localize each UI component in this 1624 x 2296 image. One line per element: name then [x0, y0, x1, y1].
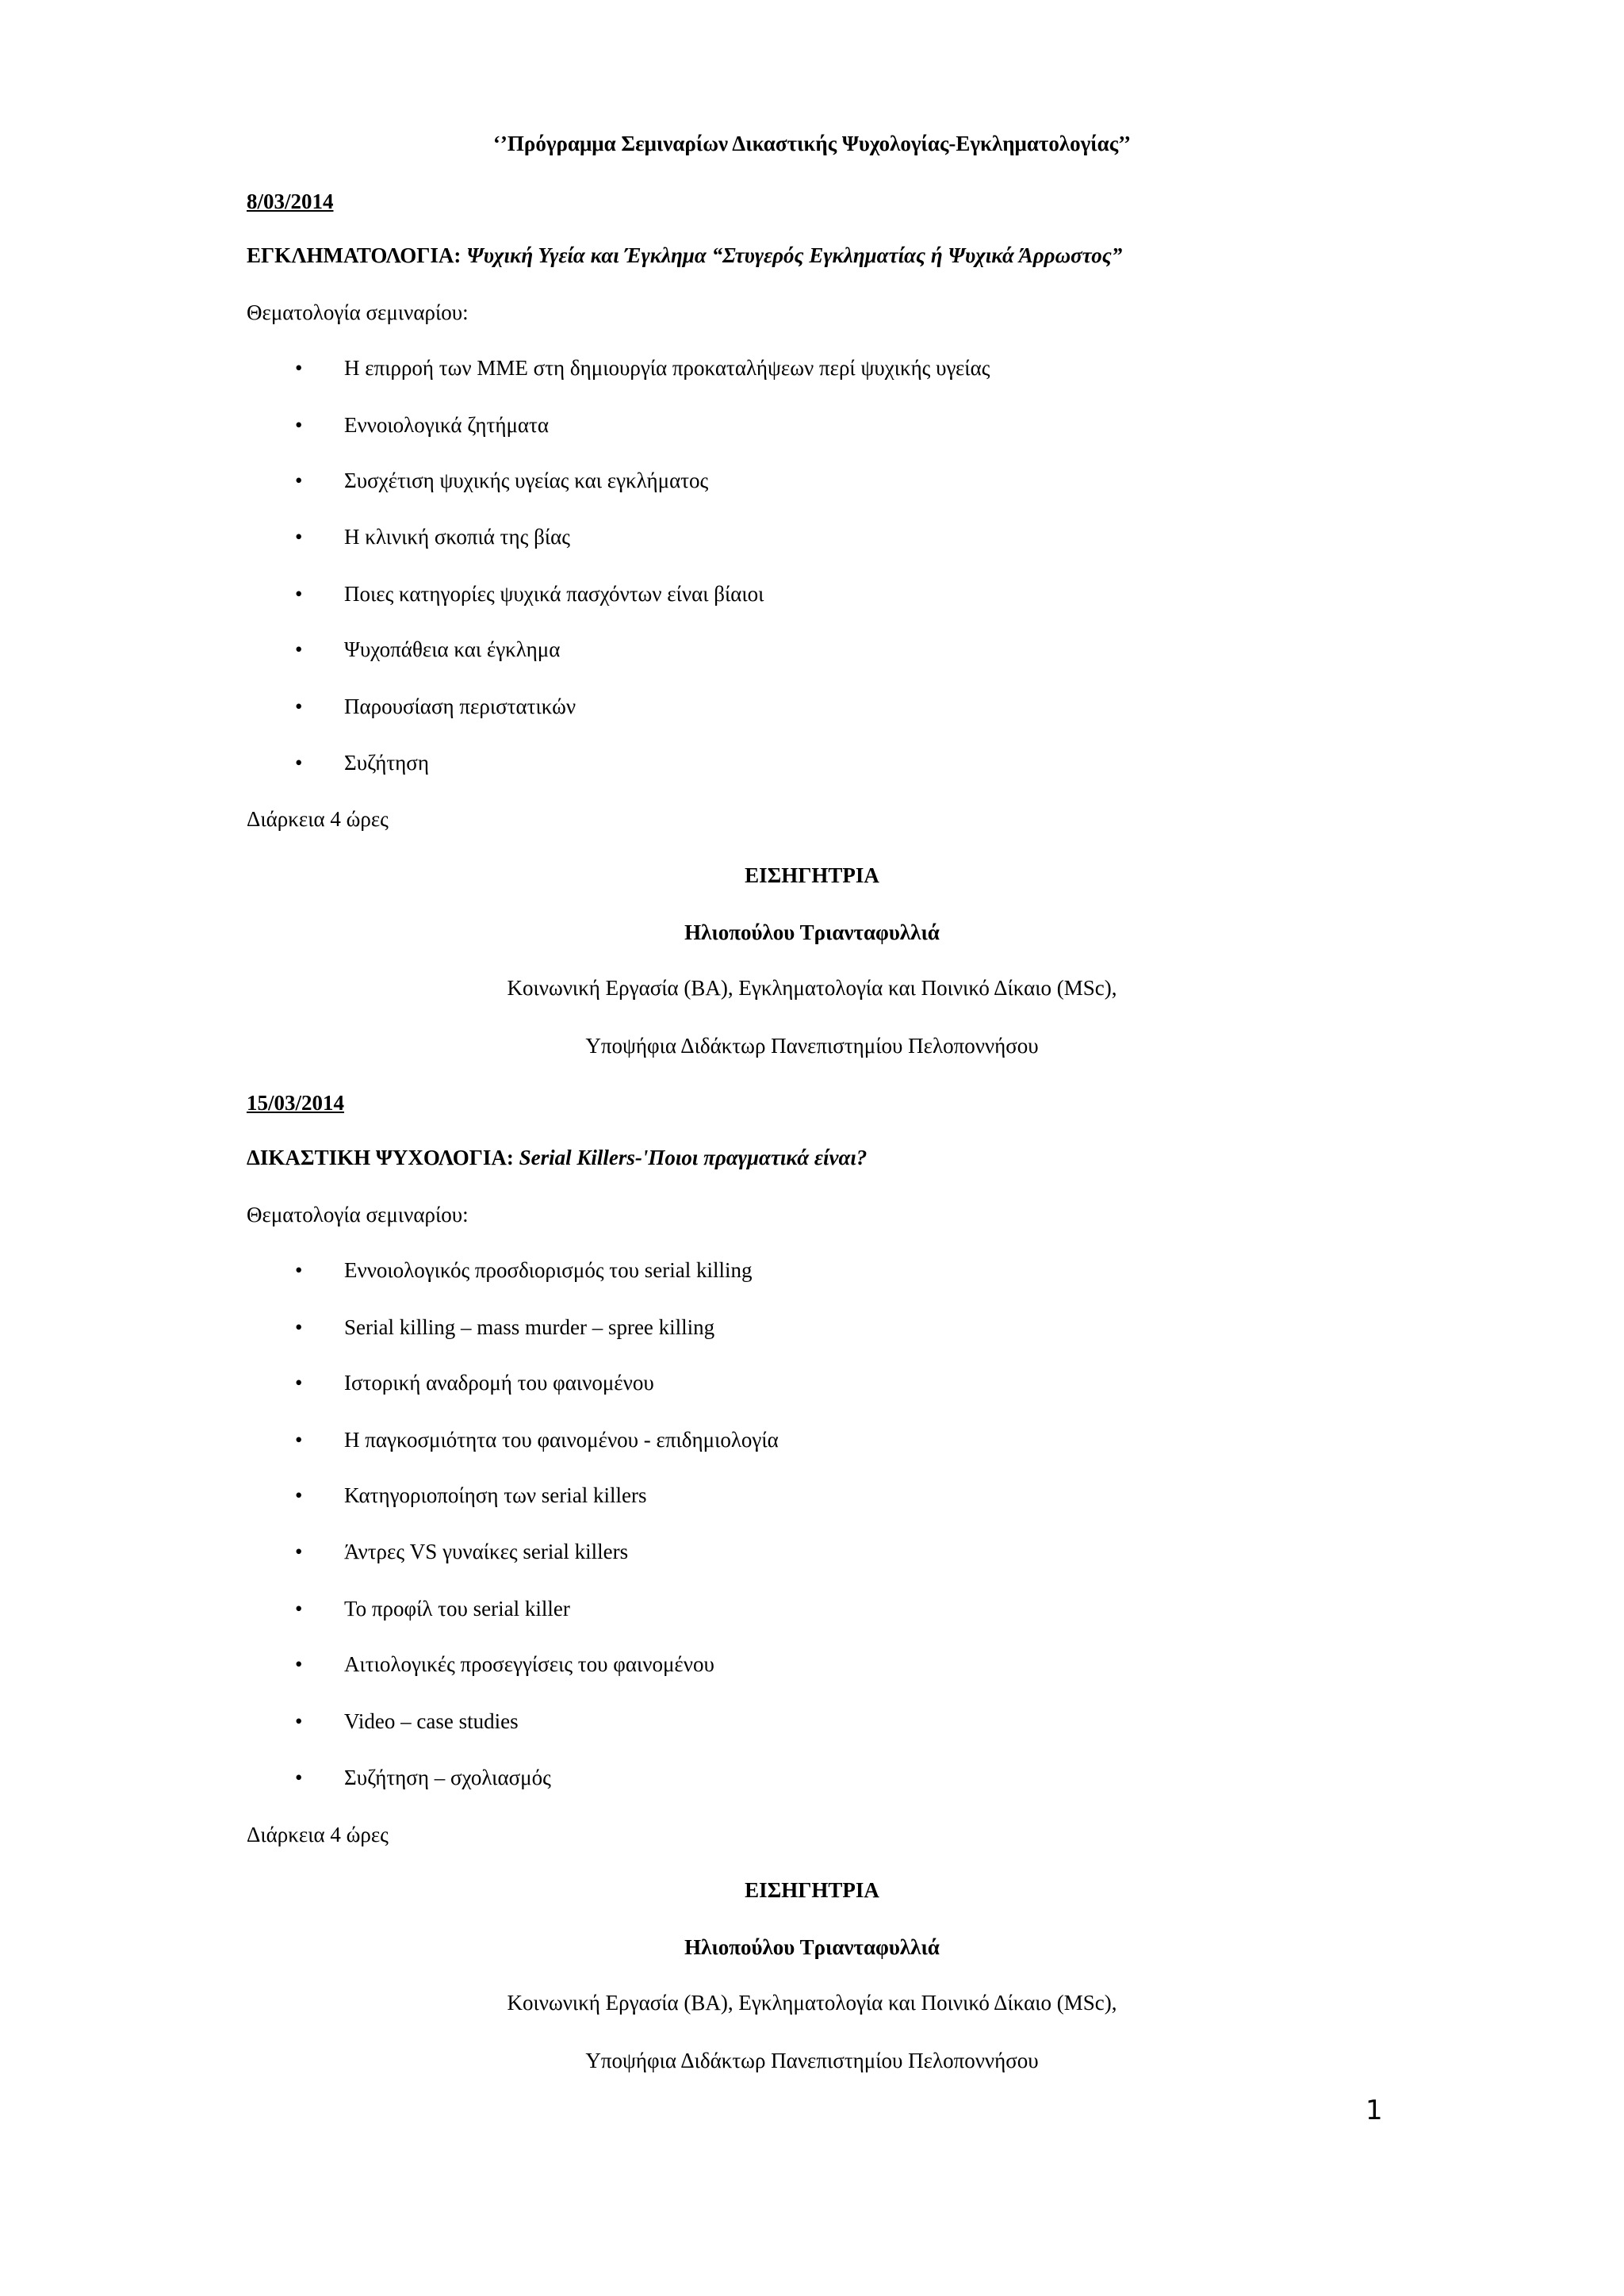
list-item: [0, 1427, 1624, 1452]
seminar-1-subject-title: Ψυχική Υγεία και Έγκλημα “Στυγερός Εγκληματίας ή Ψυχικά Άρρωστος”: [466, 243, 1123, 267]
document-title: ‘’Πρόγραμμα Σεμιναρίων Δικαστικής Ψυχολογίας-Εγκληματολογίας’’: [492, 132, 1132, 155]
list-item-text: Συζήτηση: [344, 751, 429, 775]
list-item-text: Παρουσίαση περιστατικών: [344, 695, 576, 718]
list-item-text: Η παγκοσμιότητα του φαινομένου - επιδημιολογία: [344, 1428, 779, 1452]
seminar-1-duration: Διάρκεια 4 ώρες: [247, 807, 389, 831]
list-item-text: Η κλινική σκοπιά της βίας: [344, 525, 570, 549]
seminar-2-duration: Διάρκεια 4 ώρες: [247, 1823, 389, 1846]
list-item: [0, 637, 1624, 662]
list-item: [0, 750, 1624, 775]
list-item: [0, 1483, 1624, 1508]
seminar-1-date: 8/03/2014: [247, 189, 334, 213]
seminar-1-speaker-affiliation: Υποψήφια Διδάκτωρ Πανεπιστημίου Πελοποννήσου: [585, 1034, 1039, 1058]
page-number: 1: [1365, 2095, 1383, 2126]
bullet-icon: •: [295, 1597, 303, 1621]
bullet-icon: •: [295, 1428, 303, 1452]
list-item: [0, 468, 1624, 493]
list-item: [0, 412, 1624, 438]
seminar-1-subject-prefix: ΕΓΚΛΗΜΑΤΟΛΟΓΙΑ:: [247, 243, 462, 267]
list-item-text: Ιστορική αναδρομή του φαινομένου: [344, 1371, 654, 1395]
seminar-1-speaker-role: ΕΙΣΗΓΗΤΡΙΑ: [745, 863, 879, 887]
bullet-icon: •: [295, 637, 303, 661]
seminar-2-speaker-credentials: Κοινωνική Εργασία (ΒΑ), Εγκληματολογία και Ποινικό Δίκαιο (MSc),: [507, 1991, 1117, 2015]
bullet-icon: •: [295, 469, 303, 492]
seminar-1-subject: [247, 243, 1122, 268]
list-item-text: Άντρες VS γυναίκες serial killers: [344, 1540, 629, 1563]
seminar-2-speaker-role: ΕΙΣΗΓΗΤΡΙΑ: [745, 1878, 879, 1902]
bullet-icon: •: [295, 356, 303, 380]
list-item: [0, 1651, 1624, 1677]
seminar-2-subject-prefix: ΔΙΚΑΣΤΙΚΗ ΨΥΧΟΛΟΓΙΑ:: [247, 1146, 514, 1169]
list-item: [0, 581, 1624, 607]
list-item-text: Το προφίλ του serial killer: [344, 1597, 570, 1621]
bullet-icon: •: [295, 1652, 303, 1676]
list-item: [0, 1539, 1624, 1564]
bullet-icon: •: [295, 1315, 303, 1339]
bullet-icon: •: [295, 1371, 303, 1395]
list-item-text: Η επιρροή των ΜΜΕ στη δημιουργία προκαταλήψεων περί ψυχικής υγείας: [344, 356, 990, 380]
list-item-text: Ποιες κατηγορίες ψυχικά πασχόντων είναι βίαιοι: [344, 582, 764, 606]
seminar-2-topics-heading: Θεματολογία σεμιναρίου:: [247, 1203, 469, 1226]
list-item-text: Εννοιολογικός προσδιορισμός του serial killing: [344, 1258, 753, 1282]
list-item-text: Ψυχοπάθεια και έγκλημα: [344, 637, 561, 661]
list-item-text: Serial killing – mass murder – spree killing: [344, 1315, 715, 1339]
seminar-1-speaker-credentials: Κοινωνική Εργασία (ΒΑ), Εγκληματολογία και Ποινικό Δίκαιο (MSc),: [507, 976, 1117, 1000]
list-item: [0, 1314, 1624, 1340]
list-item-text: Video – case studies: [344, 1709, 519, 1733]
bullet-icon: •: [295, 695, 303, 718]
seminar-1-topics-heading: Θεματολογία σεμιναρίου:: [247, 300, 469, 324]
list-item: [0, 694, 1624, 719]
seminar-2-date: 15/03/2014: [247, 1091, 345, 1115]
seminar-2-subject: [247, 1145, 867, 1170]
list-item-text: Αιτιολογικές προσεγγίσεις του φαινομένου: [344, 1652, 714, 1676]
list-item-text: Συσχέτιση ψυχικής υγείας και εγκλήματος: [344, 469, 709, 492]
bullet-icon: •: [295, 1540, 303, 1563]
list-item-text: Συζήτηση – σχολιασμός: [344, 1766, 551, 1789]
bullet-icon: •: [295, 1258, 303, 1282]
bullet-icon: •: [295, 413, 303, 437]
list-item: [0, 1709, 1624, 1734]
list-item: [0, 1596, 1624, 1621]
list-item-text: Κατηγοριοποίηση των serial killers: [344, 1483, 647, 1507]
seminar-2-subject-title: Serial Killers-'Ποιοι πραγματικά είναι?: [519, 1146, 868, 1169]
bullet-icon: •: [295, 582, 303, 606]
seminar-1-speaker-name: Ηλιοπούλου Τριανταφυλλιά: [684, 920, 940, 944]
list-item-text: Εννοιολογικά ζητήματα: [344, 413, 550, 437]
bullet-icon: •: [295, 1709, 303, 1733]
list-item: [0, 1765, 1624, 1790]
seminar-2-speaker-affiliation: Υποψήφια Διδάκτωρ Πανεπιστημίου Πελοποννήσου: [585, 2049, 1039, 2072]
list-item: [0, 1257, 1624, 1283]
bullet-icon: •: [295, 525, 303, 549]
bullet-icon: •: [295, 751, 303, 775]
bullet-icon: •: [295, 1483, 303, 1507]
bullet-icon: •: [295, 1766, 303, 1789]
list-item: [0, 355, 1624, 381]
seminar-2-speaker-name: Ηλιοπούλου Τριανταφυλλιά: [684, 1935, 940, 1959]
list-item: [0, 524, 1624, 549]
list-item: [0, 1370, 1624, 1395]
